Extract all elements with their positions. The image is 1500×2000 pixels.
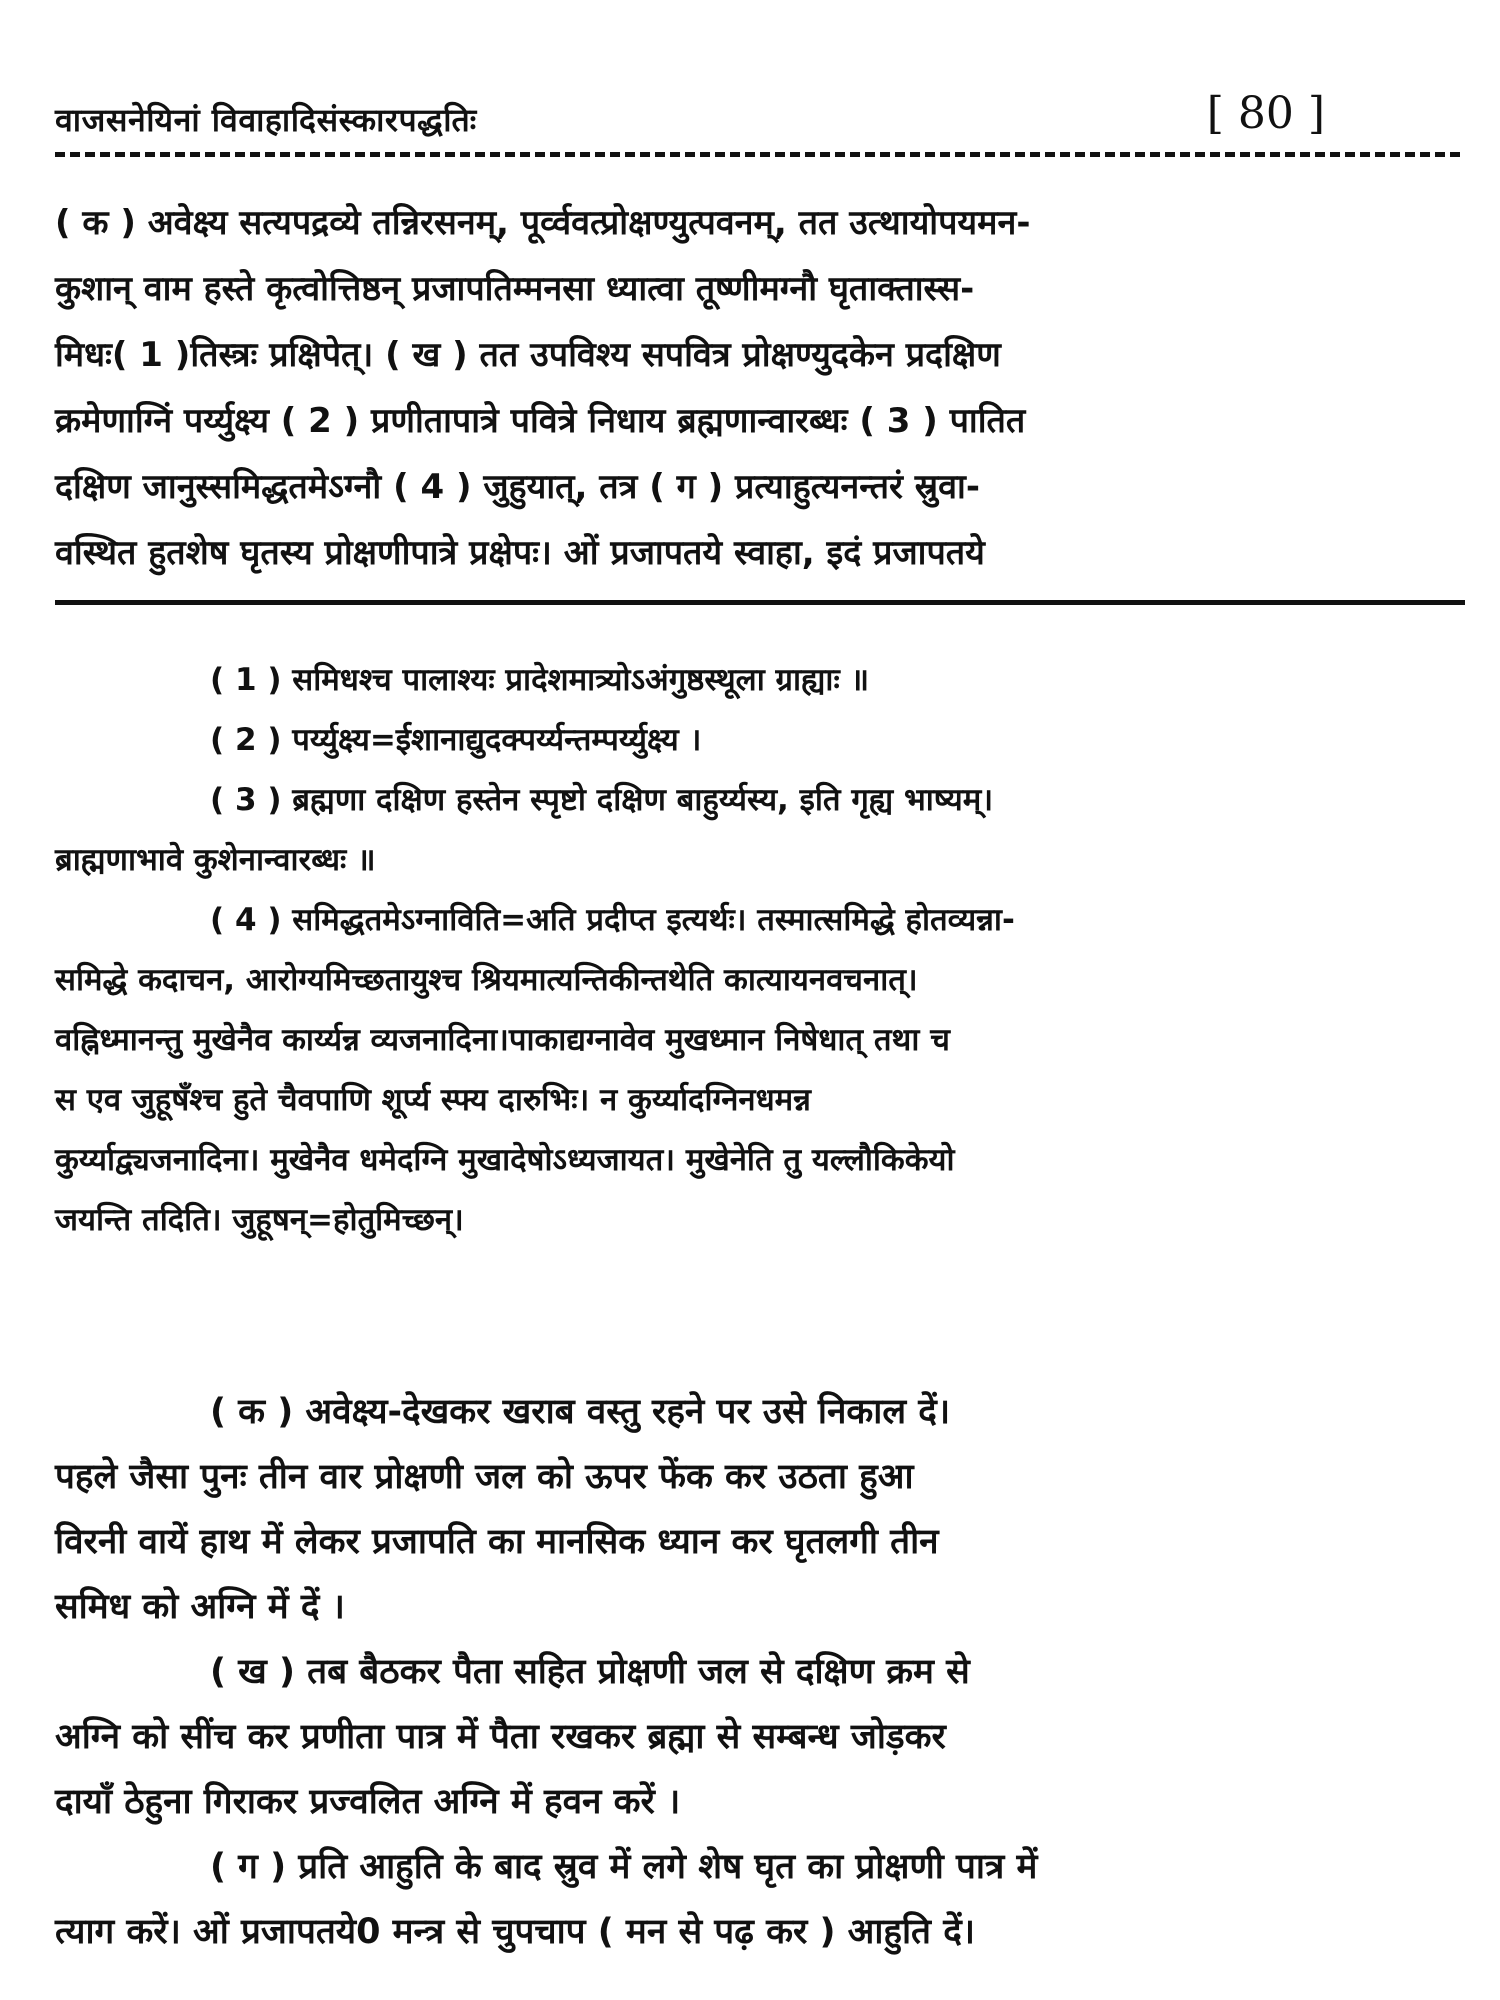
footnote-3: ( 3 ) ब्रह्मणा दक्षिण हस्तेन स्पृष्टो दक्षिण बाहुर्य्यस्य, इति गृह्य भाष्यम्। [210,782,994,818]
hindi-line: ( ग ) प्रति आहुति के बाद स्रुव में लगे शेष घृत का प्रोक्षणी पात्र में [210,1847,1038,1887]
sanskrit-main-text [55,190,1455,586]
hindi-line: ( ख ) तब बैठकर पैता सहित प्रोक्षणी जल से दक्षिण क्रम से [210,1652,970,1692]
hindi-line: अग्नि को सींच कर प्रणीता पात्र में पैता रखकर ब्रह्मा से सम्बन्ध जोड़कर [55,1717,946,1757]
footnote-2: ( 2 ) पर्य्युक्ष्य=ईशानाद्युदक्पर्य्यन्तम्पर्य्युक्ष्य । [210,722,702,758]
hindi-line: ( क ) अवेक्ष्य-देखकर खराब वस्तु रहने पर उसे निकाल दें। [210,1392,951,1432]
page-number: [ 80 ] [1206,88,1325,139]
hindi-explanation [55,1380,1455,1965]
hindi-line: विरनी वायें हाथ में लेकर प्रजापति का मानसिक ध्यान कर घृतलगी तीन [55,1522,939,1562]
hindi-line: दायाँ ठेहुना गिराकर प्रज्वलित अग्नि में हवन करें । [55,1782,681,1822]
dashed-divider [55,152,1460,157]
main-text-line: ( क ) अवेक्ष्य सत्यपद्रव्ये तन्निरसनम्, पूर्व्ववत्प्रोक्षण्युत्पवनम्, तत उत्थायोपयमन- [55,203,1031,243]
footnote-3-continued: ब्राह्मणाभावे कुशेनान्वारब्धः ॥ [55,842,376,878]
footnote-4-continued: समिद्धे कदाचन, आरोग्यमिच्छतायुश्च श्रियमात्यन्तिकीन्तथेति कात्यायनवचनात्। [55,962,918,998]
page-header [55,88,1445,152]
footnote-4: ( 4 ) समिद्धतमेऽग्नाविति=अति प्रदीप्त इत्यर्थः। तस्मात्समिद्धे होतव्यन्ना- [210,902,1015,938]
footnote-4-continued: स एव जुहूषँश्च हुते चैवपाणि शूर्प्य स्फ्य दारुभिः। न कुर्य्यादग्निनधमन्न [55,1082,811,1118]
footnote-4-continued: वह्निध्मानन्तु मुखेनैव कार्य्यन्न व्यजनादिना।पाकाद्यग्नावेव मुखध्मान निषेधात् तथा च [55,1022,950,1058]
main-text-line: वस्थित हुतशेष घृतस्य प्रोक्षणीपात्रे प्रक्षेपः। ओं प्रजापतये स्वाहा, इदं प्रजापतये [55,533,985,573]
hindi-line: त्याग करें। ओं प्रजापतये0 मन्त्र से चुपचाप ( मन से पढ़ कर ) आहुति दें। [55,1912,976,1952]
section-divider [55,600,1465,605]
main-text-line: मिधः( 1 )तिस्त्रः प्रक्षिपेत्। ( ख ) तत उपविश्य सपवित्र प्रोक्षण्युदकेन प्रदक्षिण [55,335,1001,375]
footnote-1: ( 1 ) समिधश्च पालाश्यः प्रादेशमात्र्योऽअंगुष्ठस्थूला ग्राह्याः ॥ [210,662,870,698]
running-title: वाजसनेयिनां विवाहादिसंस्कारपद्धतिः [55,101,477,139]
footnote-4-continued: जयन्ति तदिति। जुहूषन्=होतुमिच्छन्। [55,1202,464,1238]
footnotes [55,650,1455,1250]
hindi-line: पहले जैसा पुनः तीन वार प्रोक्षणी जल को ऊपर फेंक कर उठता हुआ [55,1457,914,1497]
footnote-4-continued: कुर्य्याद्व्यजनादिना। मुखेनैव धमेदग्नि मुखादेषोऽध्यजायत। मुखेनेति तु यल्लौकिकेयो [55,1142,955,1178]
main-text-line: कुशान् वाम हस्ते कृत्वोत्तिष्ठन् प्रजापतिम्मनसा ध्यात्वा तूष्णीमग्नौ घृताक्तास्स- [55,269,975,309]
hindi-line: समिध को अग्नि में दें । [55,1587,345,1627]
main-text-line: क्रमेणाग्निं पर्य्युक्ष्य ( 2 ) प्रणीतापात्रे पवित्रे निधाय ब्रह्मणान्वारब्धः ( 3 ) पातित [55,401,1026,441]
main-text-line: दक्षिण जानुस्समिद्धतमेऽग्नौ ( 4 ) जुहुयात्, तत्र ( ग ) प्रत्याहुत्यनन्तरं स्रुवा- [55,467,980,507]
